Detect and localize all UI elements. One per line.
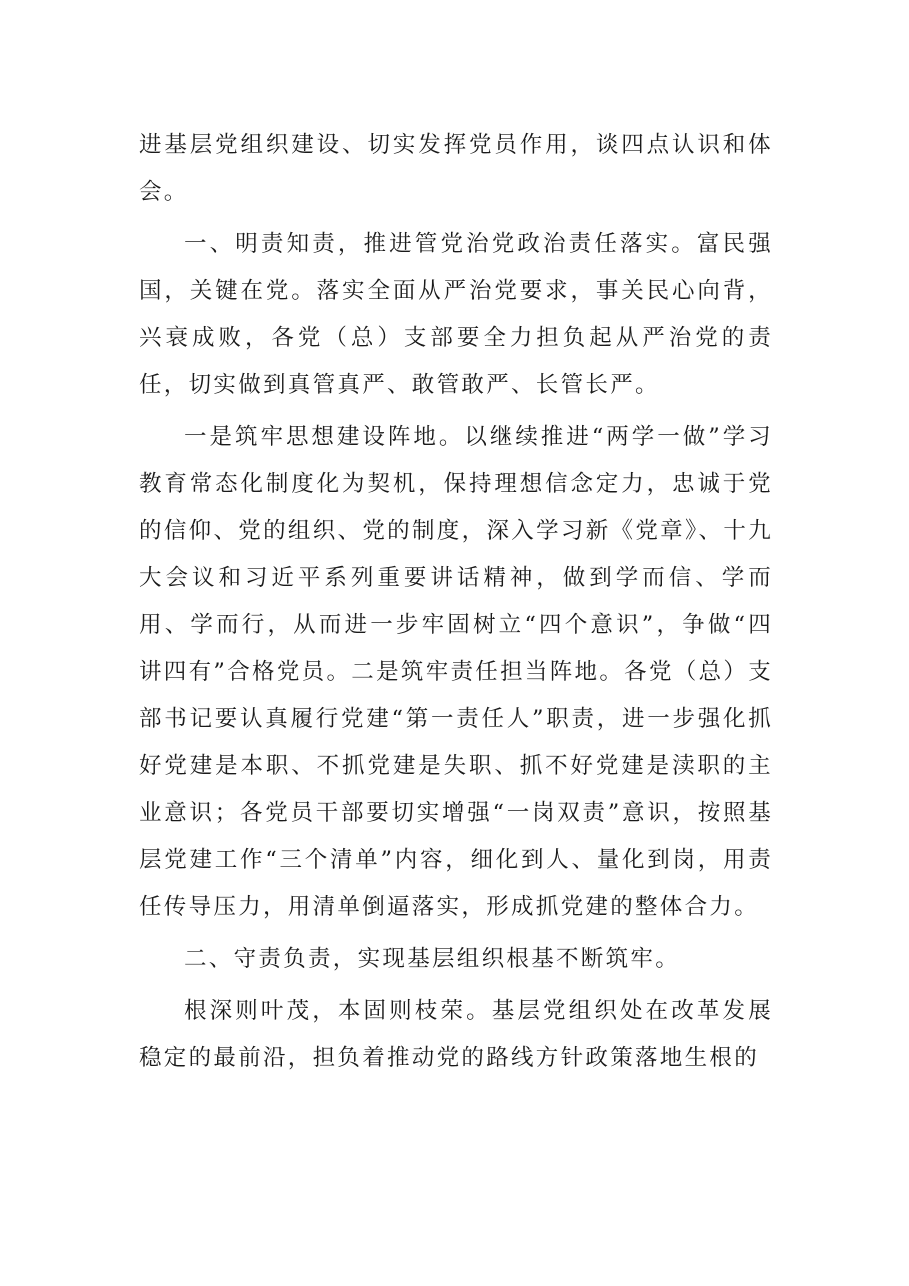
paragraph-section-one: 一、明责知责，推进管党治党政治责任落实。富民强国，关键在党。落实全面从严治党要求，事关民心向背，兴衰成败，各党（总）支部要全力担负起从严治党的责任，切实做到真管真严、敢管敢严、长管长严。 — [139, 231, 773, 398]
document-body — [139, 122, 773, 1087]
paragraph-point-one: 一是筑牢思想建设阵地。以继续推进“两学一做”学习教育常态化制度化为契机，保持理想信念定力，忠诚于党的信仰、党的组织、党的制度，深入学习新《党章》、十九大会议和习近平系列重要讲话精神，做到学而信、学而用、学而行，从而进一步牢固树立“四个意识”，争做“四讲四有”合格党员。二是筑牢责任担当阵地。各党（总）支部书记要认真履行党建“第一责任人”职责，进一步强化抓好党建是本职、不抓党建是失职、抓不好党建是渎职的主业意识；各党员干部要切实增强“一岗双责”意识，按照基层党建工作“三个清单”内容，细化到人、量化到岗，用责任传导压力，用清单倒逼落实，形成抓党建的整体合力。 — [139, 424, 773, 920]
paragraph-section-two-body: 根深则叶茂，本固则枝荣。基层党组织处在改革发展稳定的最前沿，担负着推动党的路线方针政策落地生根的 — [139, 998, 773, 1071]
paragraph-section-two-heading: 二、守责负责，实现基层组织根基不断筑牢。 — [184, 946, 681, 972]
paragraph-intro-continuation: 进基层党组织建设、切实发挥党员作用，谈四点认识和体会。 — [139, 132, 773, 205]
